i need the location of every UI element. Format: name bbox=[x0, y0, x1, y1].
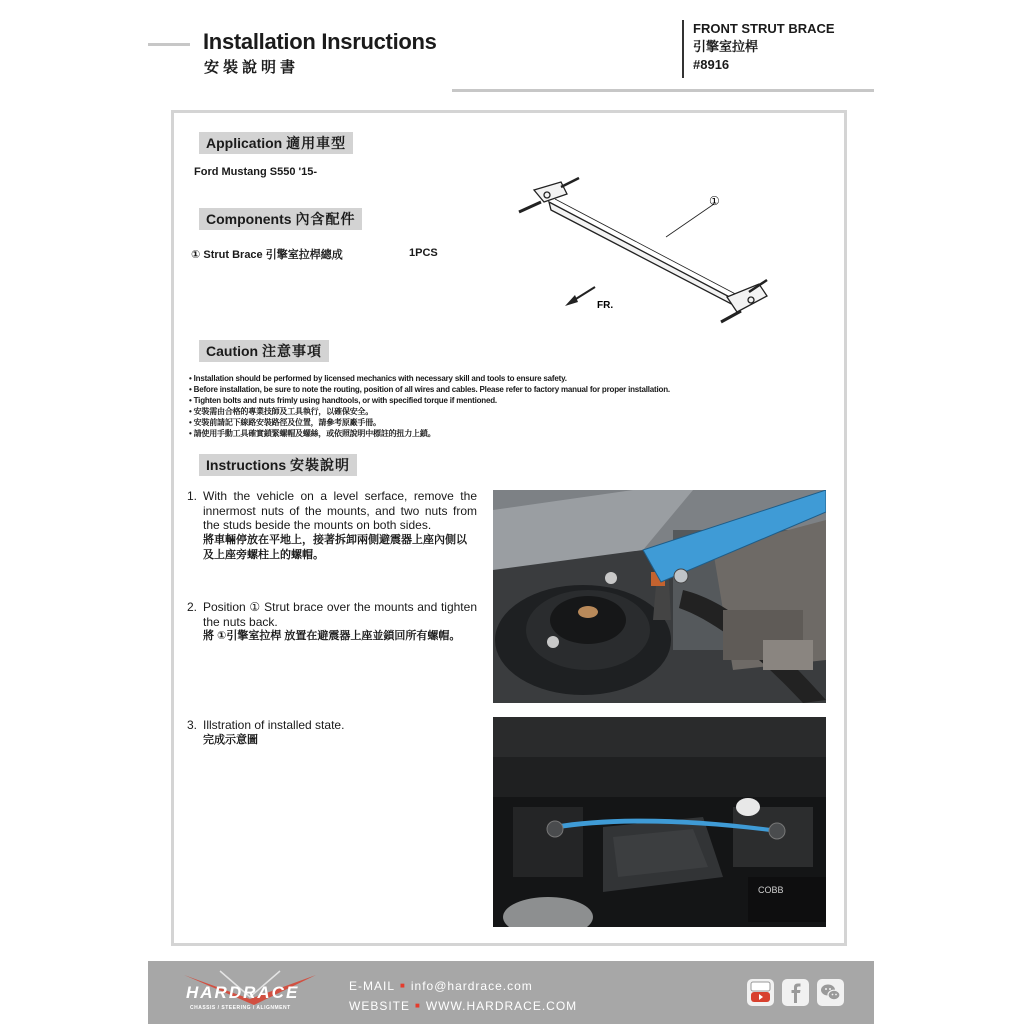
page-title: Installation Insructions bbox=[203, 29, 437, 54]
footer-bar bbox=[148, 961, 874, 1024]
header-rule-left bbox=[148, 43, 190, 46]
front-direction-label: FR. bbox=[597, 300, 614, 311]
strut-brace-diagram bbox=[509, 172, 789, 337]
installed-engine-bay-photo bbox=[493, 717, 826, 927]
instructions-heading: Instructions 安裝說明 bbox=[199, 454, 357, 476]
step-number: 1. bbox=[187, 489, 198, 503]
page-subtitle: 安裝說明書 bbox=[204, 59, 300, 76]
engine-cover-text: COBB bbox=[758, 885, 784, 895]
step-text-zh: 完成示意圖 bbox=[203, 733, 258, 746]
instruction-step-3 bbox=[187, 718, 477, 748]
header-rule-right bbox=[452, 89, 874, 92]
instruction-step-2 bbox=[187, 600, 477, 644]
step-number: 3. bbox=[187, 718, 198, 732]
facebook-icon[interactable] bbox=[782, 979, 809, 1006]
step-text: Position ① Strut brace over the mounts and tighten the nuts back. bbox=[203, 600, 477, 629]
content-frame bbox=[171, 110, 847, 946]
product-info bbox=[682, 20, 835, 78]
part-callout: ① bbox=[709, 194, 720, 208]
product-name-zh: 引擎室拉桿 bbox=[693, 39, 759, 54]
component-item: ① Strut Brace 引擎室拉桿總成 bbox=[191, 249, 343, 261]
website-label: WEBSITE bbox=[349, 999, 411, 1013]
part-number: #8916 bbox=[693, 57, 730, 72]
website-row: WEBSITE ■ WWW.HARDRACE.COM bbox=[349, 999, 578, 1013]
website-link[interactable]: WWW.HARDRACE.COM bbox=[425, 999, 578, 1013]
step-number: 2. bbox=[187, 600, 198, 614]
caution-line: • 請使用手動工具確實鎖緊螺帽及螺絲，或依照說明中標註的扭力上鎖。 bbox=[189, 429, 436, 438]
instruction-sheet bbox=[148, 0, 874, 1024]
strut-mount-photo bbox=[493, 490, 826, 703]
caution-line: • 安裝前請記下線路安裝路徑及位置，請參考原廠手冊。 bbox=[189, 418, 381, 427]
components-heading: Components 內含配件 bbox=[199, 208, 362, 230]
step-text: With the vehicle on a level serface, remove the innermost nuts of the mounts, and two nuts from the studs beside the mounts on both sides. bbox=[203, 489, 477, 532]
vehicle-fitment: Ford Mustang S550 '15- bbox=[194, 166, 318, 178]
contact-info bbox=[349, 976, 577, 1016]
email-row: E-MAIL ■ info@hardrace.com bbox=[349, 979, 533, 993]
product-name: FRONT STRUT BRACE bbox=[693, 21, 835, 36]
strut-brace-drawing bbox=[519, 178, 767, 322]
component-qty: 1PCS bbox=[409, 247, 438, 259]
caution-heading: Caution 注意事項 bbox=[199, 340, 329, 362]
caution-line: • Installation should be performed by licensed mechanics with necessary skill and tools to ensure safety. bbox=[189, 374, 567, 383]
email-link[interactable]: info@hardrace.com bbox=[410, 979, 533, 993]
callout-leader bbox=[666, 204, 714, 237]
application-heading: Application 適用車型 bbox=[199, 132, 353, 154]
step-text: Illstration of installed state. bbox=[203, 718, 345, 732]
caution-list bbox=[189, 373, 789, 439]
step-text-zh: 將 ①引擎室拉桿 放置在避震器上座並鎖回所有螺帽。 bbox=[203, 630, 461, 642]
email-label: E-MAIL bbox=[349, 979, 396, 993]
step-text-zh: 將車輛停放在平地上，接著拆卸兩側避震器上座內側以及上座旁螺柱上的螺帽。 bbox=[203, 533, 467, 561]
caution-line: • Tighten bolts and nuts frimly using handtools, or with specified torque if mentioned. bbox=[189, 396, 497, 405]
hardrace-logo bbox=[180, 969, 320, 1013]
caution-line: • Before installation, be sure to note the routing, position of all wires and cables. Please refer to factory manual for proper installation. bbox=[189, 385, 670, 394]
wechat-icon[interactable] bbox=[817, 979, 844, 1006]
youtube-icon[interactable] bbox=[747, 979, 774, 1006]
brand-tagline: CHASSIS / STEERING / ALIGNMENT bbox=[190, 1005, 291, 1011]
front-direction-arrow bbox=[565, 287, 595, 306]
brand-name: HARDRACE bbox=[186, 983, 300, 1002]
caution-line: • 安裝需由合格的專業技師及工具執行，以確保安全。 bbox=[189, 407, 374, 416]
instruction-step-1 bbox=[187, 489, 477, 563]
